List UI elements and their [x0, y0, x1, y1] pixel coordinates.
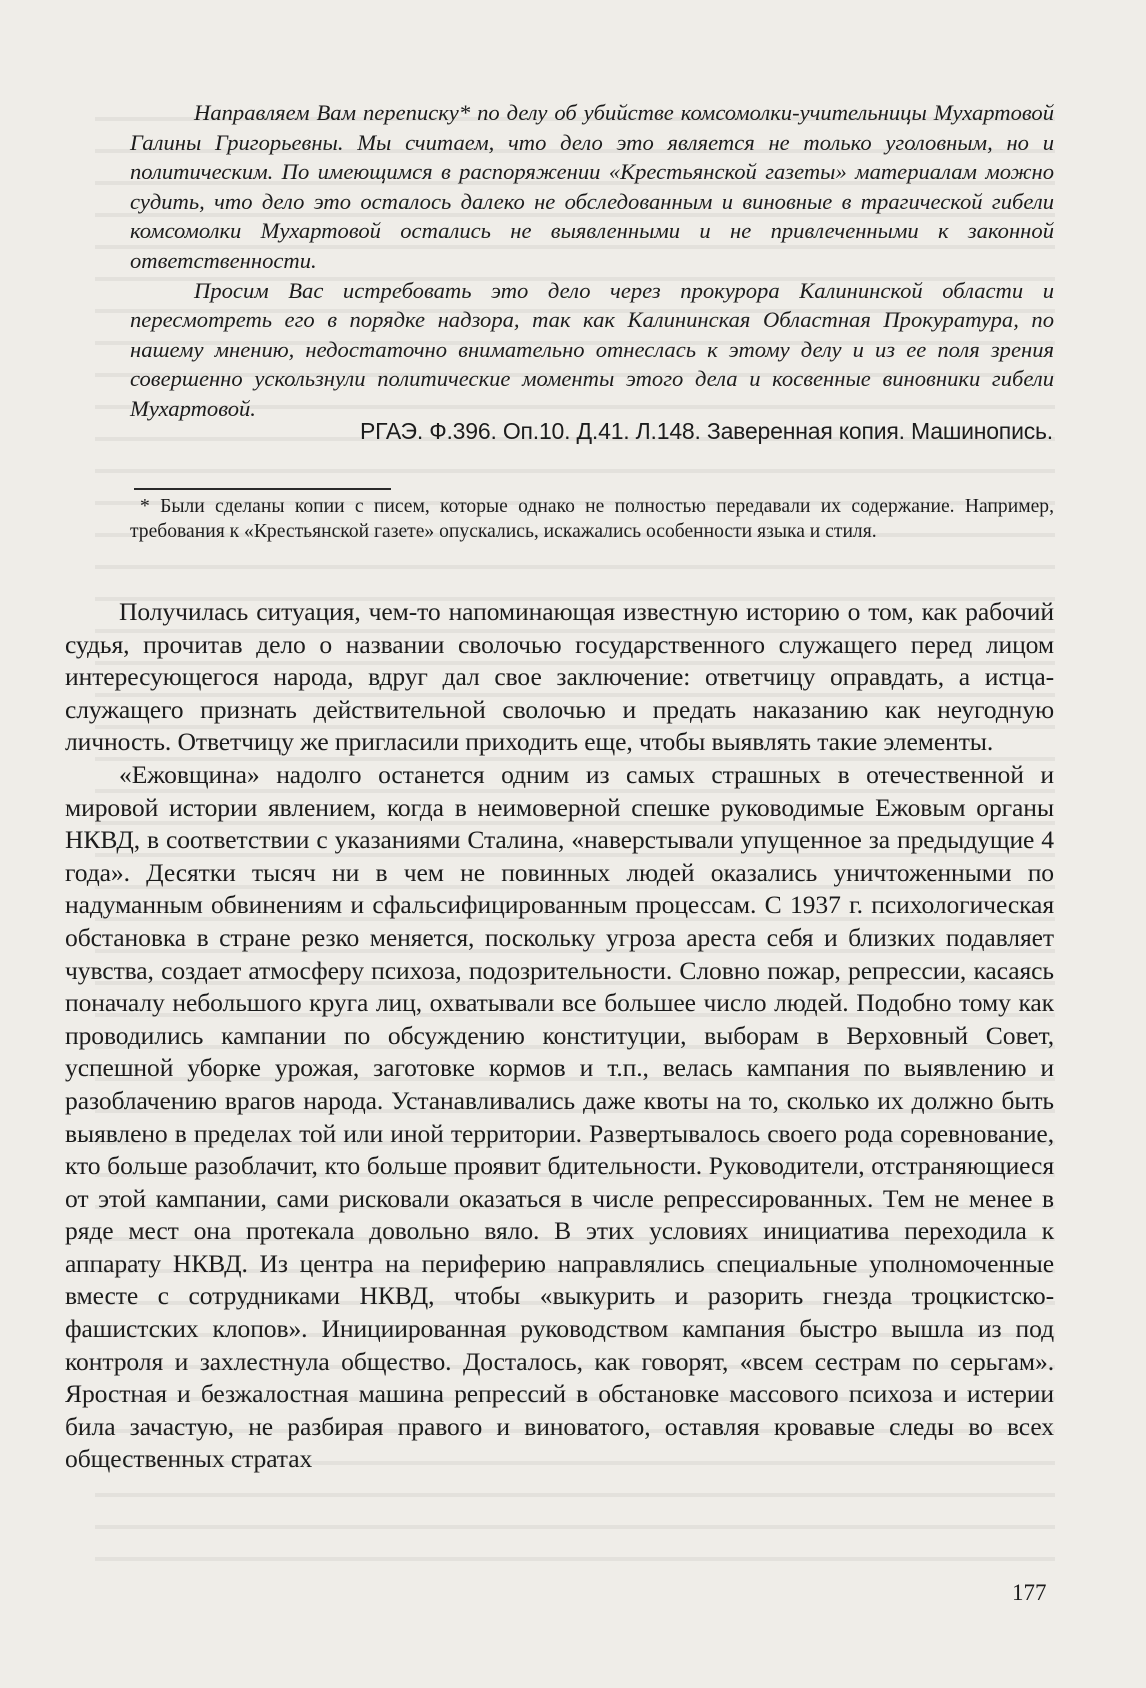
footnote-divider [134, 488, 391, 490]
letter-paragraph: Просим Вас истребовать это дело через прокурора Калининской области и пересмотреть его в порядке надзора, так как Калининская Областная Прокуратура, по нашему мнению, недостаточно внимательно отнеслась к этому делу и из ее поля зрения совершенно ускользнули политические моменты этого дела и косвенные виновники гибели Мухартовой. [130, 277, 1054, 421]
page-number: 177 [1012, 1580, 1047, 1605]
footnote: * Были сделаны копии с писем, которые однако не полностью передавали их содержание. Например, требования к «Крестьянской газете» опускались, искажались особенности языка и стиля. [130, 496, 1054, 542]
archive-source-citation: РГАЭ. Ф.396. Оп.10. Д.41. Л.148. Заверенная копия. Машинопись. [360, 418, 1053, 444]
main-text [65, 596, 1054, 1476]
letter-paragraph: Направляем Вам переписку* по делу об убийстве комсомолки-учительницы Мухартовой Галины Григорьевны. Мы считаем, что дело это является не только уголовным, но и политическим. По имеющимся в распоряжении «Крестьянской газеты» материалам можно судить, что дело это осталось далеко не обследованным и виновные в трагической гибели комсомолки Мухартовой остались не выявленными и не привлеченными к законной ответственности. [130, 100, 1054, 273]
body-paragraph: Получилась ситуация, чем-то напоминающая известную историю о том, как рабочий судья, прочитав дело о названии сволочью государственного служащего перед лицом интересующегося народа, вдруг дал свое заключение: ответчицу оправдать, а истца-служащего признать действительной сволочью и предать наказанию как неугодную личность. Ответчицу же пригласили приходить еще, чтобы выявлять такие элементы. [65, 597, 1054, 757]
quoted-letter [130, 98, 1054, 424]
body-paragraph: «Ежовщина» надолго останется одним из самых страшных в отечественной и мировой истории явлением, когда в неимоверной спешке руководимые Ежовым органы НКВД, в соответствии с указаниями Сталина, «наверстывали упущенное за предыдущие 4 года». Десятки тысяч ни в чем не повинных людей оказались уничтоженными по надуманным обвинениям и сфальсифицированным процессам. С 1937 г. психологическая обстановка в стране резко меняется, поскольку угроза ареста себя и близких подавляет чувства, создает атмосферу психоза, подозрительности. Словно пожар, репрессии, касаясь поначалу небольшого круга лиц, охватывали все большее число людей. Подобно тому как проводились кампании по обсуждению конституции, выборам в Верховный Совет, успешной уборке урожая, заготовке кормов и т.п., велась кампания по выявлению и разоблачению врагов народа. Устанавливались даже квоты на то, сколько их должно быть выявлено в пределах той или иной территории. Развертывалось своего рода соревнование, кто больше разоблачит, кто больше проявит бдительности. Руководители, отстраняющиеся от этой кампании, сами рисковали оказаться в числе репрессированных. Тем не менее в ряде мест она протекала довольно вяло. В этих условиях инициатива переходила к аппарату НКВД. Из центра на периферию направлялись специальные уполномоченные вместе с сотрудниками НКВД, чтобы «выкурить и разорить гнезда троцкистско-фашистских клопов». Инициированная руководством кампания быстро вышла из под контроля и захлестнула общество. Досталось, как говорят, «всем сестрам по серьгам». Яростная и безжалостная машина репрессий в обстановке массового психоза и истерии била зачастую, не разбирая правого и виноватого, оставляя кровавые следы во всех общественных стратах [65, 759, 1054, 1474]
